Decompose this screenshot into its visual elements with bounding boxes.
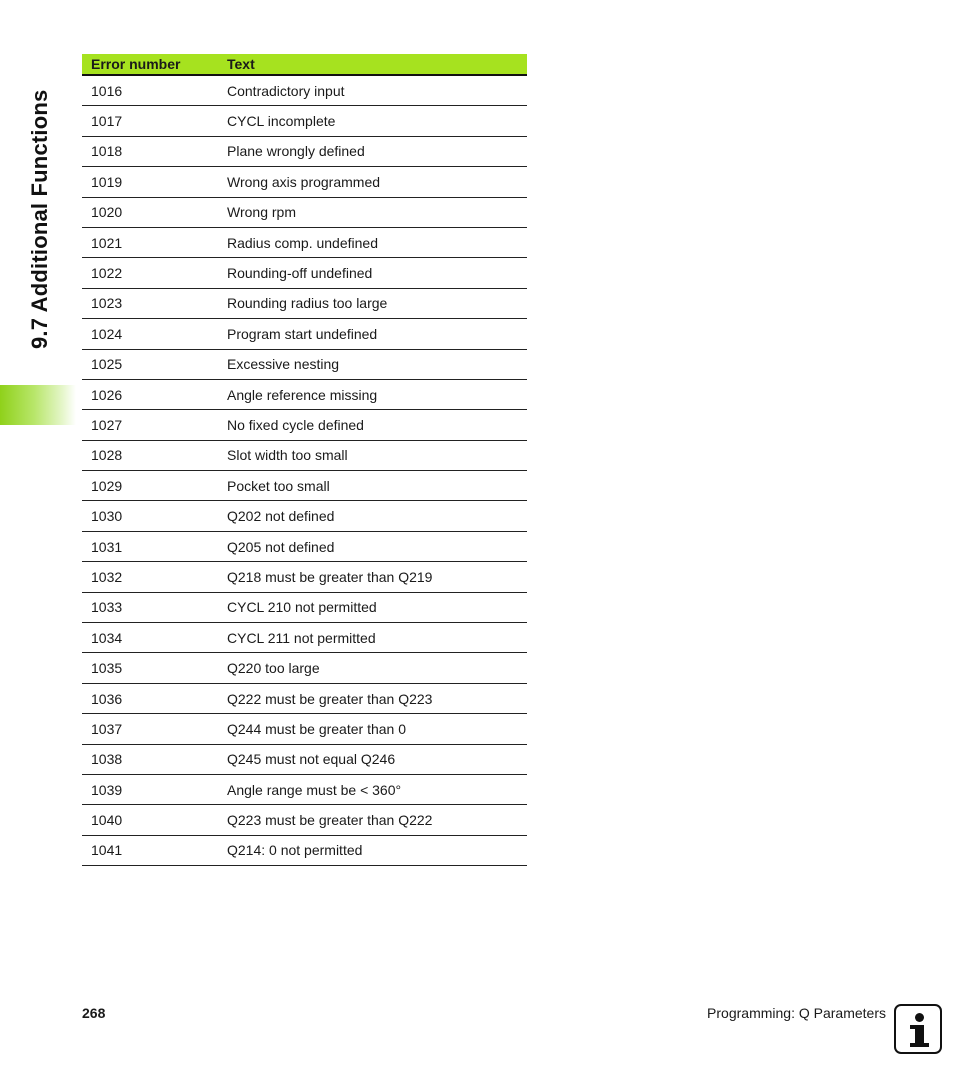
error-number-cell: 1016 bbox=[82, 75, 227, 106]
section-title: 9.7 Additional Functions bbox=[27, 89, 52, 349]
table-row bbox=[82, 623, 527, 653]
table-row bbox=[82, 349, 527, 379]
table-row bbox=[82, 653, 527, 683]
error-number-cell: 1024 bbox=[82, 319, 227, 349]
table-row bbox=[82, 136, 527, 166]
error-number-cell: 1026 bbox=[82, 379, 227, 409]
table-row bbox=[82, 471, 527, 501]
error-number-cell: 1036 bbox=[82, 683, 227, 713]
error-number-cell: 1034 bbox=[82, 623, 227, 653]
error-text-cell: Q222 must be greater than Q223 bbox=[227, 683, 527, 713]
error-text-cell: Contradictory input bbox=[227, 75, 527, 106]
table-body bbox=[82, 75, 527, 866]
error-number-cell: 1041 bbox=[82, 835, 227, 865]
error-text-cell: Q214: 0 not permitted bbox=[227, 835, 527, 865]
table-row bbox=[82, 562, 527, 592]
error-number-cell: 1040 bbox=[82, 805, 227, 835]
table-row bbox=[82, 227, 527, 257]
error-text-cell: Angle range must be < 360° bbox=[227, 774, 527, 804]
error-text-cell: Q202 not defined bbox=[227, 501, 527, 531]
table-row bbox=[82, 683, 527, 713]
table-row bbox=[82, 440, 527, 470]
table-row bbox=[82, 805, 527, 835]
error-number-cell: 1017 bbox=[82, 106, 227, 136]
error-number-cell: 1031 bbox=[82, 531, 227, 561]
error-text-cell: Q220 too large bbox=[227, 653, 527, 683]
table-row bbox=[82, 501, 527, 531]
error-number-cell: 1029 bbox=[82, 471, 227, 501]
error-number-cell: 1028 bbox=[82, 440, 227, 470]
table-row bbox=[82, 106, 527, 136]
error-number-cell: 1035 bbox=[82, 653, 227, 683]
table-row bbox=[82, 714, 527, 744]
error-text-cell: Q205 not defined bbox=[227, 531, 527, 561]
table-row bbox=[82, 835, 527, 865]
error-text-cell: Q245 must not equal Q246 bbox=[227, 744, 527, 774]
error-number-cell: 1025 bbox=[82, 349, 227, 379]
error-number-cell: 1018 bbox=[82, 136, 227, 166]
error-text-cell: Q218 must be greater than Q219 bbox=[227, 562, 527, 592]
header-text: Text bbox=[227, 54, 527, 75]
error-text-cell: Excessive nesting bbox=[227, 349, 527, 379]
error-text-cell: Angle reference missing bbox=[227, 379, 527, 409]
table-row bbox=[82, 258, 527, 288]
info-icon bbox=[894, 1004, 942, 1054]
error-number-cell: 1020 bbox=[82, 197, 227, 227]
table-row bbox=[82, 410, 527, 440]
error-text-cell: CYCL 211 not permitted bbox=[227, 623, 527, 653]
table-row bbox=[82, 197, 527, 227]
table-row bbox=[82, 531, 527, 561]
error-text-cell: Wrong axis programmed bbox=[227, 167, 527, 197]
error-text-cell: Rounding radius too large bbox=[227, 288, 527, 318]
error-number-cell: 1027 bbox=[82, 410, 227, 440]
error-text-cell: Q223 must be greater than Q222 bbox=[227, 805, 527, 835]
error-table bbox=[82, 54, 527, 866]
error-number-cell: 1023 bbox=[82, 288, 227, 318]
error-number-cell: 1032 bbox=[82, 562, 227, 592]
table-row bbox=[82, 774, 527, 804]
error-text-cell: CYCL incomplete bbox=[227, 106, 527, 136]
running-footer-title: Programming: Q Parameters bbox=[707, 1005, 886, 1021]
error-text-cell: Program start undefined bbox=[227, 319, 527, 349]
error-text-cell: Radius comp. undefined bbox=[227, 227, 527, 257]
table-row bbox=[82, 379, 527, 409]
table-row bbox=[82, 288, 527, 318]
error-text-cell: Slot width too small bbox=[227, 440, 527, 470]
table-row bbox=[82, 592, 527, 622]
error-text-cell: Wrong rpm bbox=[227, 197, 527, 227]
error-number-cell: 1022 bbox=[82, 258, 227, 288]
header-error-number: Error number bbox=[82, 54, 227, 75]
table-row bbox=[82, 167, 527, 197]
error-number-cell: 1030 bbox=[82, 501, 227, 531]
error-number-cell: 1019 bbox=[82, 167, 227, 197]
error-text-cell: CYCL 210 not permitted bbox=[227, 592, 527, 622]
error-number-cell: 1037 bbox=[82, 714, 227, 744]
error-number-cell: 1039 bbox=[82, 774, 227, 804]
error-text-cell: Rounding-off undefined bbox=[227, 258, 527, 288]
error-text-cell: Plane wrongly defined bbox=[227, 136, 527, 166]
error-number-cell: 1038 bbox=[82, 744, 227, 774]
error-text-cell: Q244 must be greater than 0 bbox=[227, 714, 527, 744]
error-number-cell: 1033 bbox=[82, 592, 227, 622]
table-row bbox=[82, 75, 527, 106]
error-number-cell: 1021 bbox=[82, 227, 227, 257]
page-number: 268 bbox=[82, 1005, 106, 1021]
table-row bbox=[82, 319, 527, 349]
table-header-row bbox=[82, 54, 527, 75]
error-text-cell: No fixed cycle defined bbox=[227, 410, 527, 440]
table-row bbox=[82, 744, 527, 774]
chapter-tab-marker bbox=[0, 385, 76, 425]
error-text-cell: Pocket too small bbox=[227, 471, 527, 501]
